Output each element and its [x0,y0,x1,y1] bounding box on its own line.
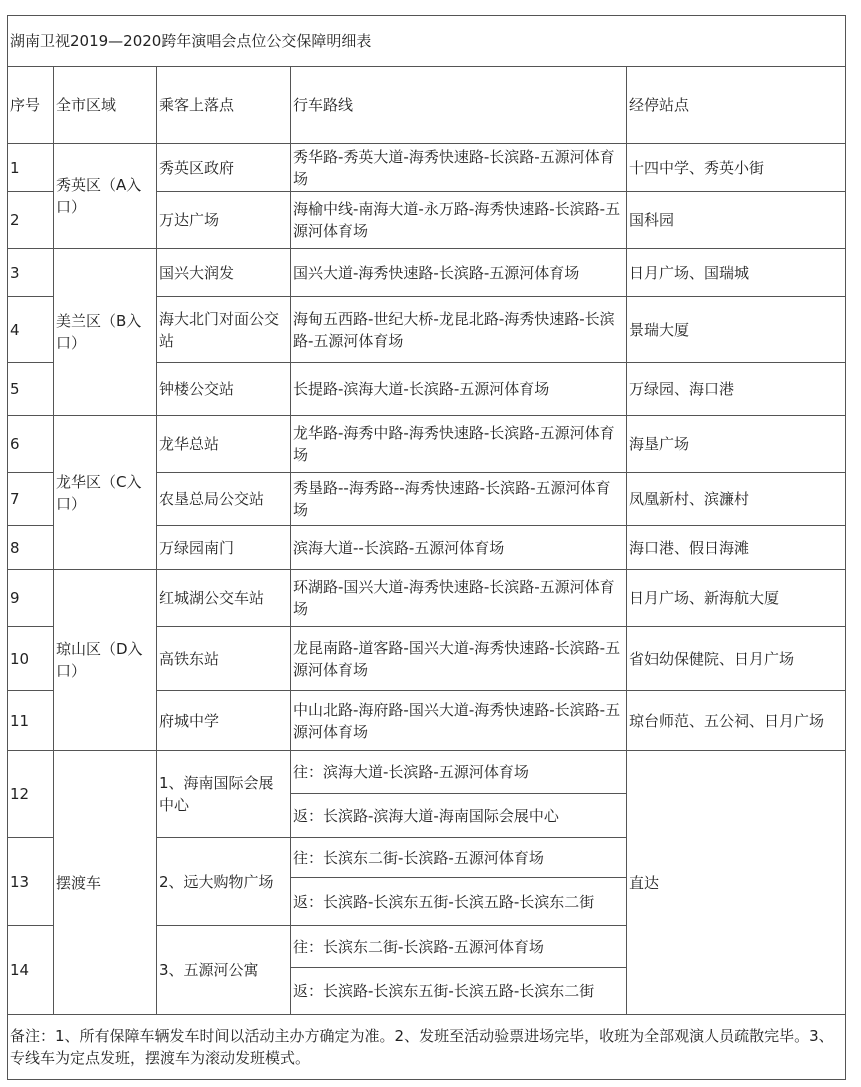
row-no: 13 [8,838,54,926]
route: 秀华路-秀英大道-海秀快速路-长滨路-五源河体育场 [291,144,627,192]
stops: 省妇幼保健院、日月广场 [627,627,846,691]
pickup-point: 农垦总局公交站 [157,473,291,526]
pickup-point: 红城湖公交车站 [157,570,291,627]
header-row [8,67,846,144]
row-no: 5 [8,363,54,416]
row-no: 1 [8,144,54,192]
stops: 海口港、假日海滩 [627,526,846,570]
district-d: 琼山区（D入口） [54,570,157,751]
route: 海榆中线-南海大道-永万路-海秀快速路-长滨路-五源河体育场 [291,192,627,249]
route: 环湖路-国兴大道-海秀快速路-长滨路-五源河体育场 [291,570,627,627]
stops: 景瑞大厦 [627,297,846,363]
row-no: 9 [8,570,54,627]
stops: 万绿园、海口港 [627,363,846,416]
row-no: 14 [8,926,54,1015]
stops: 海垦广场 [627,416,846,473]
row-no: 6 [8,416,54,473]
table-row [8,751,846,794]
table-note: 备注：1、所有保障车辆发车时间以活动主办方确定为准。2、发班至活动验票进场完毕，收班为全部观演人员疏散完毕。3、专线车为定点发班，摆渡车为滚动发班模式。 [8,1015,846,1080]
route-back: 返：长滨路-滨海大道-海南国际会展中心 [291,794,627,838]
district-c: 龙华区（C入口） [54,416,157,570]
table-row [8,144,846,192]
stops: 十四中学、秀英小街 [627,144,846,192]
route-go: 往：长滨东二街-长滨路-五源河体育场 [291,838,627,878]
header-stops: 经停站点 [627,67,846,144]
route-go: 往：长滨东二街-长滨路-五源河体育场 [291,926,627,968]
bus-schedule-table [7,15,846,1080]
row-no: 11 [8,691,54,751]
pickup-point: 万绿园南门 [157,526,291,570]
pickup-point: 3、五源河公寓 [157,926,291,1015]
row-no: 3 [8,249,54,297]
pickup-point: 万达广场 [157,192,291,249]
pickup-point: 2、远大购物广场 [157,838,291,926]
stops: 日月广场、国瑞城 [627,249,846,297]
row-no: 7 [8,473,54,526]
pickup-point: 1、海南国际会展中心 [157,751,291,838]
table-row [8,570,846,627]
row-no: 8 [8,526,54,570]
route: 秀垦路--海秀路--海秀快速路-长滨路-五源河体育场 [291,473,627,526]
header-district: 全市区域 [54,67,157,144]
route-go: 往：滨海大道-长滨路-五源河体育场 [291,751,627,794]
row-no: 2 [8,192,54,249]
route: 中山北路-海府路-国兴大道-海秀快速路-长滨路-五源河体育场 [291,691,627,751]
stops: 琼台师范、五公祠、日月广场 [627,691,846,751]
pickup-point: 龙华总站 [157,416,291,473]
pickup-point: 钟楼公交站 [157,363,291,416]
route: 滨海大道--长滨路-五源河体育场 [291,526,627,570]
pickup-point: 秀英区政府 [157,144,291,192]
route-back: 返：长滨路-长滨东五街-长滨五路-长滨东二街 [291,968,627,1015]
district-shuttle: 摆渡车 [54,751,157,1015]
table-title: 湖南卫视2019—2020跨年演唱会点位公交保障明细表 [8,16,846,67]
district-a: 秀英区（A入口） [54,144,157,249]
table-row [8,416,846,473]
route: 国兴大道-海秀快速路-长滨路-五源河体育场 [291,249,627,297]
stops: 日月广场、新海航大厦 [627,570,846,627]
pickup-point: 国兴大润发 [157,249,291,297]
route: 龙华路-海秀中路-海秀快速路-长滨路-五源河体育场 [291,416,627,473]
row-no: 10 [8,627,54,691]
route-back: 返：长滨路-长滨东五街-长滨五路-长滨东二街 [291,878,627,926]
pickup-point: 海大北门对面公交站 [157,297,291,363]
row-no: 4 [8,297,54,363]
pickup-point: 府城中学 [157,691,291,751]
header-route: 行车路线 [291,67,627,144]
row-no: 12 [8,751,54,838]
header-no: 序号 [8,67,54,144]
stops-shuttle: 直达 [627,751,846,1015]
header-pickup: 乘客上落点 [157,67,291,144]
stops: 凤凰新村、滨濂村 [627,473,846,526]
district-b: 美兰区（B入口） [54,249,157,416]
route: 长提路-滨海大道-长滨路-五源河体育场 [291,363,627,416]
stops: 国科园 [627,192,846,249]
route: 龙昆南路-道客路-国兴大道-海秀快速路-长滨路-五源河体育场 [291,627,627,691]
route: 海甸五西路-世纪大桥-龙昆北路-海秀快速路-长滨路-五源河体育场 [291,297,627,363]
pickup-point: 高铁东站 [157,627,291,691]
table-row [8,249,846,297]
